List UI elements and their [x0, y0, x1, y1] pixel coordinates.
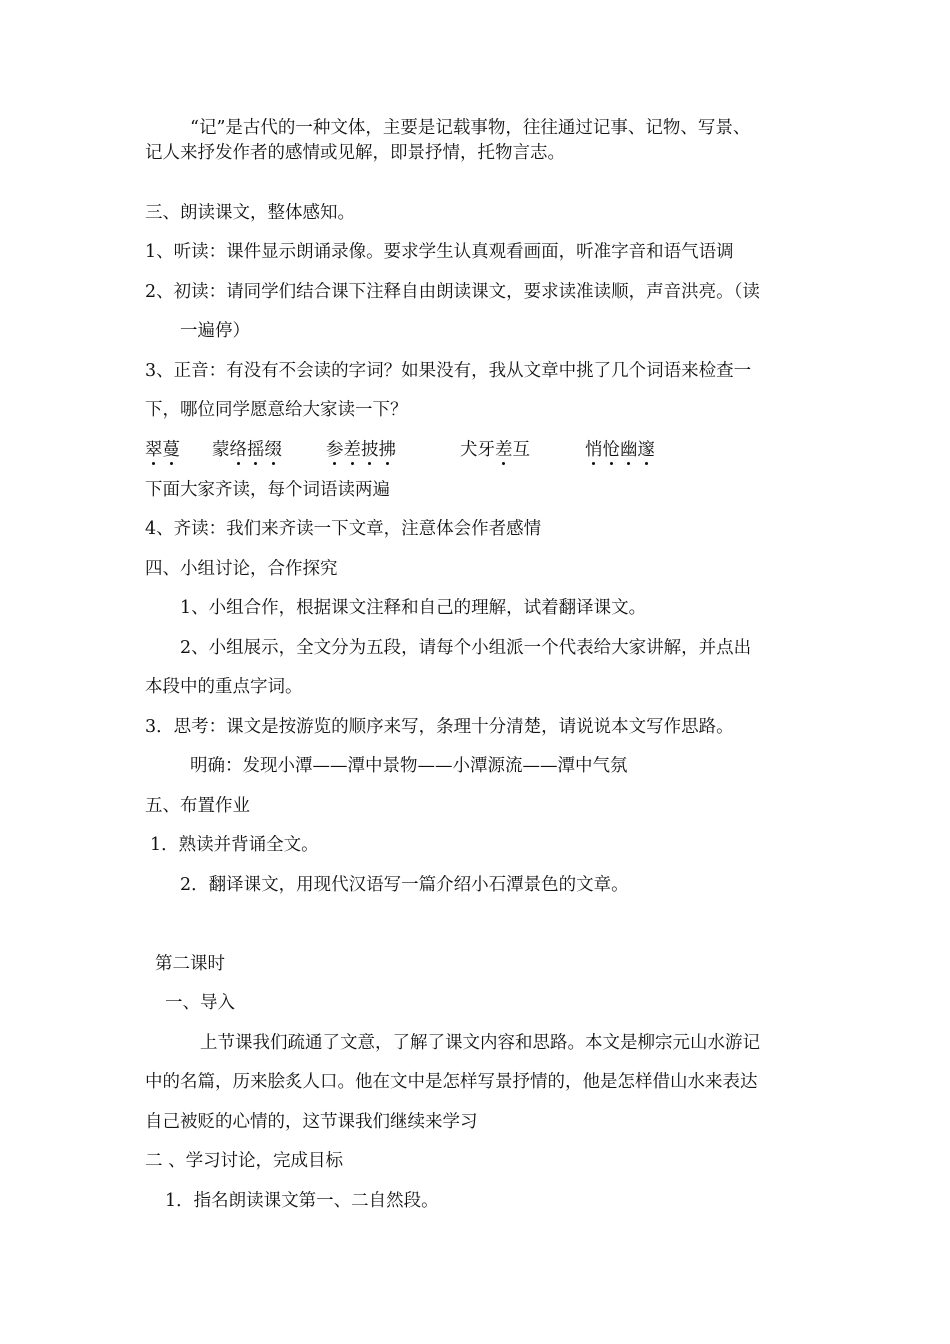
paragraph-line: 中的名篇，历来脍炙人口。他在文中是怎样写景抒情的，他是怎样借山水来表达	[145, 1072, 758, 1092]
list-item: 2、小组展示，全文分为五段，请每个小组派一个代表给大家讲解，并点出	[180, 638, 752, 658]
paragraph-line: “记”是古代的一种文体，主要是记载事物，往往通过记事、记物、写景、	[190, 118, 751, 138]
emphasis-dot	[610, 462, 613, 465]
paragraph-line: 下面大家齐读，每个词语读两遍	[145, 480, 390, 500]
vocab-word: 参差披拂	[326, 438, 396, 462]
emphasis-dot	[351, 462, 354, 465]
emphasis-dot	[170, 462, 173, 465]
list-item-continuation: 一遍停）	[180, 321, 250, 341]
emphasis-dot	[333, 462, 336, 465]
list-item: 1、听读：课件显示朗诵录像。要求学生认真观看画面，听准字音和语气语调	[145, 242, 734, 262]
emphasis-dots	[460, 462, 530, 468]
vocab-word: 犬牙差互	[460, 438, 530, 462]
emphasis-dots	[145, 462, 180, 468]
list-item: 1、小组合作，根据课文注释和自己的理解，试着翻译课文。	[180, 598, 647, 618]
paragraph-line: 上节课我们疏通了文意，了解了课文内容和思路。本文是柳宗元山水游记	[200, 1033, 760, 1053]
list-item: 2．翻译课文，用现代汉语写一篇介绍小石潭景色的文章。	[180, 875, 629, 895]
vocab-word: 翠蔓	[145, 438, 180, 462]
paragraph-line: 自己被贬的心情的，这节课我们继续来学习	[145, 1112, 478, 1132]
emphasis-dot	[645, 462, 648, 465]
list-item: 3、正音：有没有不会读的字词？如果没有，我从文章中挑了几个词语来检查一	[145, 361, 752, 381]
answer-line: 明确：发现小潭——潭中景物——小潭源流——潭中气氛	[190, 756, 628, 776]
list-item: 1．指名朗读课文第一、二自然段。	[165, 1191, 439, 1211]
emphasis-dots	[212, 462, 282, 468]
lesson-heading: 第二课时	[155, 954, 225, 974]
emphasis-dot	[502, 462, 505, 465]
vocab-word: 悄怆幽邃	[585, 438, 655, 462]
paragraph-line: 记人来抒发作者的感情或见解，即景抒情，托物言志。	[145, 143, 565, 163]
section-heading: 五、布置作业	[145, 796, 250, 816]
emphasis-dot	[272, 462, 275, 465]
list-item: 4、齐读：我们来齐读一下文章，注意体会作者感情	[145, 519, 542, 539]
emphasis-dots	[585, 462, 655, 468]
emphasis-dot	[368, 462, 371, 465]
vocab-word: 蒙络摇缀	[212, 438, 282, 462]
section-heading: 四、小组讨论，合作探究	[145, 559, 338, 579]
emphasis-dot	[592, 462, 595, 465]
emphasis-dot	[254, 462, 257, 465]
emphasis-dots	[326, 462, 396, 468]
list-item-continuation: 本段中的重点字词。	[145, 677, 303, 697]
list-item: 3．思考：课文是按游览的顺序来写，条理十分清楚，请说说本文写作思路。	[145, 717, 734, 737]
emphasis-dot	[386, 462, 389, 465]
emphasis-dot	[627, 462, 630, 465]
list-item: 1．熟读并背诵全文。	[150, 835, 319, 855]
section-heading: 三、朗读课文，整体感知。	[145, 203, 355, 223]
section-heading: 二 、学习讨论，完成目标	[145, 1151, 344, 1171]
section-heading: 一、导入	[165, 993, 235, 1013]
list-item: 2、初读：请同学们结合课下注释自由朗读课文，要求读准读顺，声音洪亮。（读	[145, 282, 760, 302]
emphasis-dot	[237, 462, 240, 465]
emphasis-dot	[152, 462, 155, 465]
list-item-continuation: 下，哪位同学愿意给大家读一下？	[145, 400, 408, 420]
